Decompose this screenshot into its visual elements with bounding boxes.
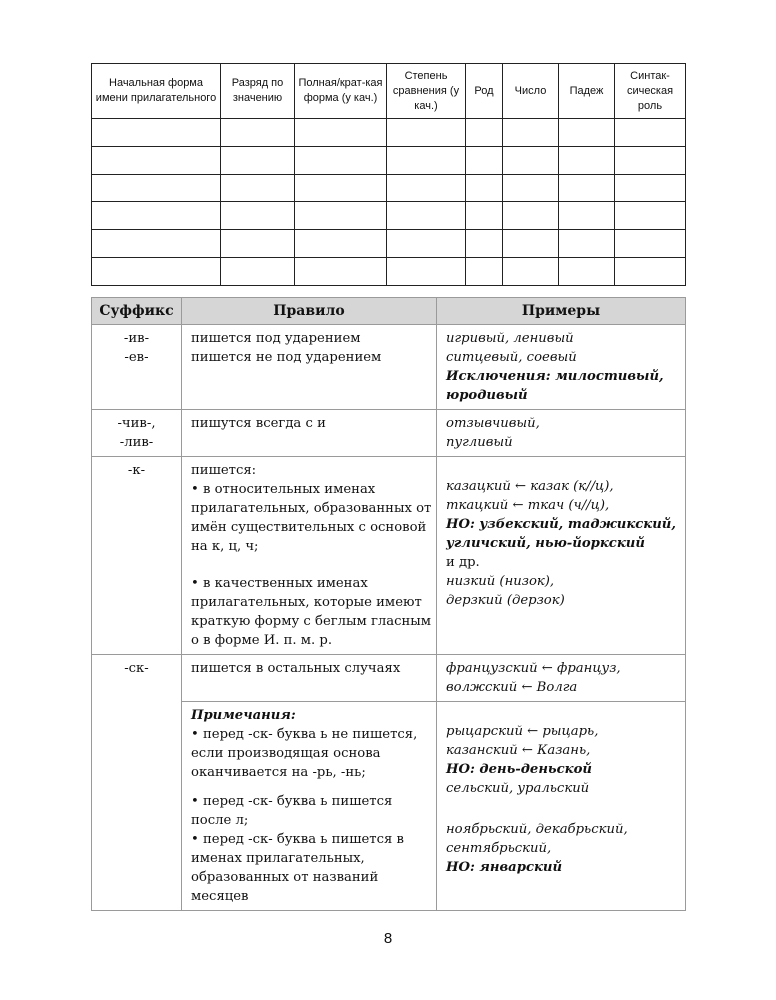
header-category: Разряд по значению [221,64,295,119]
rule-text: пишется под ударением [191,331,361,346]
table-cell[interactable] [221,174,295,202]
example-text: сельский, уральский [446,781,590,796]
table-cell[interactable] [92,146,221,174]
spacer [446,461,681,477]
table-cell[interactable] [503,174,559,202]
table-cell[interactable] [559,202,615,230]
table-cell[interactable] [466,230,503,258]
table-row [92,146,686,174]
table-row [92,174,686,202]
table-cell[interactable] [615,257,686,285]
table-cell[interactable] [559,119,615,147]
example-text: казанский ← Казань, [446,743,591,758]
suffix-cell [92,325,182,410]
table-cell[interactable] [295,202,387,230]
example-text: рыцарский ← рыцарь, [446,724,599,739]
table-cell[interactable] [387,119,466,147]
table-cell[interactable] [221,257,295,285]
table-cell[interactable] [387,202,466,230]
page-number: 8 [383,930,393,947]
suffix-cell [92,655,182,911]
example-text: казацкий ← казак (к//ц), [446,479,614,494]
header-gender: Род [466,64,503,119]
table-cell[interactable] [92,119,221,147]
table-cell[interactable] [221,146,295,174]
example-exception: НО: январский [446,860,563,875]
table-cell[interactable] [387,257,466,285]
header-number: Число [503,64,559,119]
rule-bullet: • перед -ск- буква ь пишется после л; [191,794,393,828]
suffix-label: -ск- [124,661,149,676]
rule-row-sk [92,655,686,702]
header-syntactic-role: Синтак-сическая роль [615,64,686,119]
table-cell[interactable] [559,257,615,285]
example-text: дерзкий (дерзок) [446,593,565,608]
header-examples: Примеры [437,298,686,325]
table-cell[interactable] [92,230,221,258]
table-cell[interactable] [295,174,387,202]
example-text: и др. [446,555,480,570]
examples-cell [437,457,686,655]
rule-row-chiv-liv [92,410,686,457]
table-cell[interactable] [221,119,295,147]
rule-cell [182,325,437,410]
examples-cell [437,702,686,911]
header-suffix: Суффикс [92,298,182,325]
rule-row-k [92,457,686,655]
suffix-label: -ив- [123,331,150,346]
rule-text: пишется: [191,463,257,478]
suffix-label: -чив-, [117,416,156,431]
example-text: ситцевый, соевый [446,350,577,365]
table-cell[interactable] [221,202,295,230]
table-cell[interactable] [503,202,559,230]
table-cell[interactable] [295,257,387,285]
spacer [191,782,432,792]
table-row [92,202,686,230]
table-cell[interactable] [615,230,686,258]
table-row [92,119,686,147]
analysis-table-body [92,119,686,286]
suffix-cell [92,410,182,457]
suffix-rules-table [91,297,686,911]
example-text: игривый, ленивый [446,331,574,346]
table-cell[interactable] [615,119,686,147]
example-text: отзывчивый, [446,416,540,431]
rule-text: пишется не под ударением [191,350,382,365]
table-cell[interactable] [92,174,221,202]
table-cell[interactable] [466,119,503,147]
table-cell[interactable] [466,257,503,285]
rule-bullet: • перед -ск- буква ь пишется в именах прилагательных, образованных от названий месяцев [191,832,404,904]
suffix-cell [92,457,182,655]
table-cell[interactable] [615,174,686,202]
rule-text: пишутся всегда с и [191,416,326,431]
table-cell[interactable] [615,202,686,230]
table-cell[interactable] [466,174,503,202]
table-cell[interactable] [387,230,466,258]
table-cell[interactable] [559,230,615,258]
examples-cell [437,410,686,457]
table-cell[interactable] [466,202,503,230]
suffix-label: -ев- [124,350,149,365]
rule-cell [182,457,437,655]
example-text: низкий (низок), [446,574,555,589]
spacer [191,556,432,574]
example-exceptions: Исключения: милостивый, юродивый [446,369,664,403]
rule-bullet: • в относительных именах прилагательных, образованных от имён существительных с основой на к, ц, ч; [191,482,432,554]
table-cell[interactable] [295,230,387,258]
header-rule: Правило [182,298,437,325]
rule-cell [182,655,437,702]
suffix-label: -лив- [119,435,154,450]
table-cell[interactable] [503,119,559,147]
table-cell[interactable] [295,146,387,174]
table-cell[interactable] [221,230,295,258]
example-text: ткацкий ← ткач (ч//ц), [446,498,610,513]
table-cell[interactable] [387,174,466,202]
example-text: французский ← француз, [446,661,621,676]
table-cell[interactable] [466,146,503,174]
notes-heading: Примечания: [191,708,296,723]
table-cell[interactable] [503,257,559,285]
table-cell[interactable] [615,146,686,174]
table-cell[interactable] [295,119,387,147]
spacer [446,798,681,820]
rule-text: пишется в остальных случаях [191,661,401,676]
table-row [92,230,686,258]
table-cell[interactable] [92,257,221,285]
table-cell[interactable] [503,146,559,174]
examples-cell [437,655,686,702]
table-cell[interactable] [503,230,559,258]
rule-row-sk-notes [92,702,686,911]
suffix-label: -к- [127,463,146,478]
header-degree: Степень сравнения (у кач.) [387,64,466,119]
rule-bullet: • перед -ск- буква ь не пишется, если производящая основа оканчивается на -рь, -нь; [191,727,418,780]
header-full-short-form: Полная/крат-кая форма (у кач.) [295,64,387,119]
rule-cell [182,702,437,911]
table-cell[interactable] [387,146,466,174]
analysis-table-header-row [92,64,686,119]
header-case: Падеж [559,64,615,119]
table-row [92,257,686,285]
rule-cell [182,410,437,457]
table-cell[interactable] [559,146,615,174]
example-text: пугливый [446,435,513,450]
examples-cell [437,325,686,410]
table-cell[interactable] [559,174,615,202]
adjective-analysis-table [91,63,686,286]
rules-table-header-row [92,298,686,325]
rule-row-iv-ev [92,325,686,410]
example-exception: НО: день-деньской [446,762,592,777]
example-text: ноябрьский, декабрьский, [446,822,628,837]
header-initial-form: Начальная форма имени прилагательного [92,64,221,119]
example-text: волжский ← Волга [446,680,578,695]
spacer [446,706,681,722]
table-cell[interactable] [92,202,221,230]
rule-bullet: • в качественных именах прилагательных, которые имеют краткую форму с беглым гласным о в форме И. п. м. р. [191,576,432,648]
example-exception: НО: узбекский, таджикский, угличский, нью-йоркский [446,517,676,551]
example-text: сентябрьский, [446,841,552,856]
